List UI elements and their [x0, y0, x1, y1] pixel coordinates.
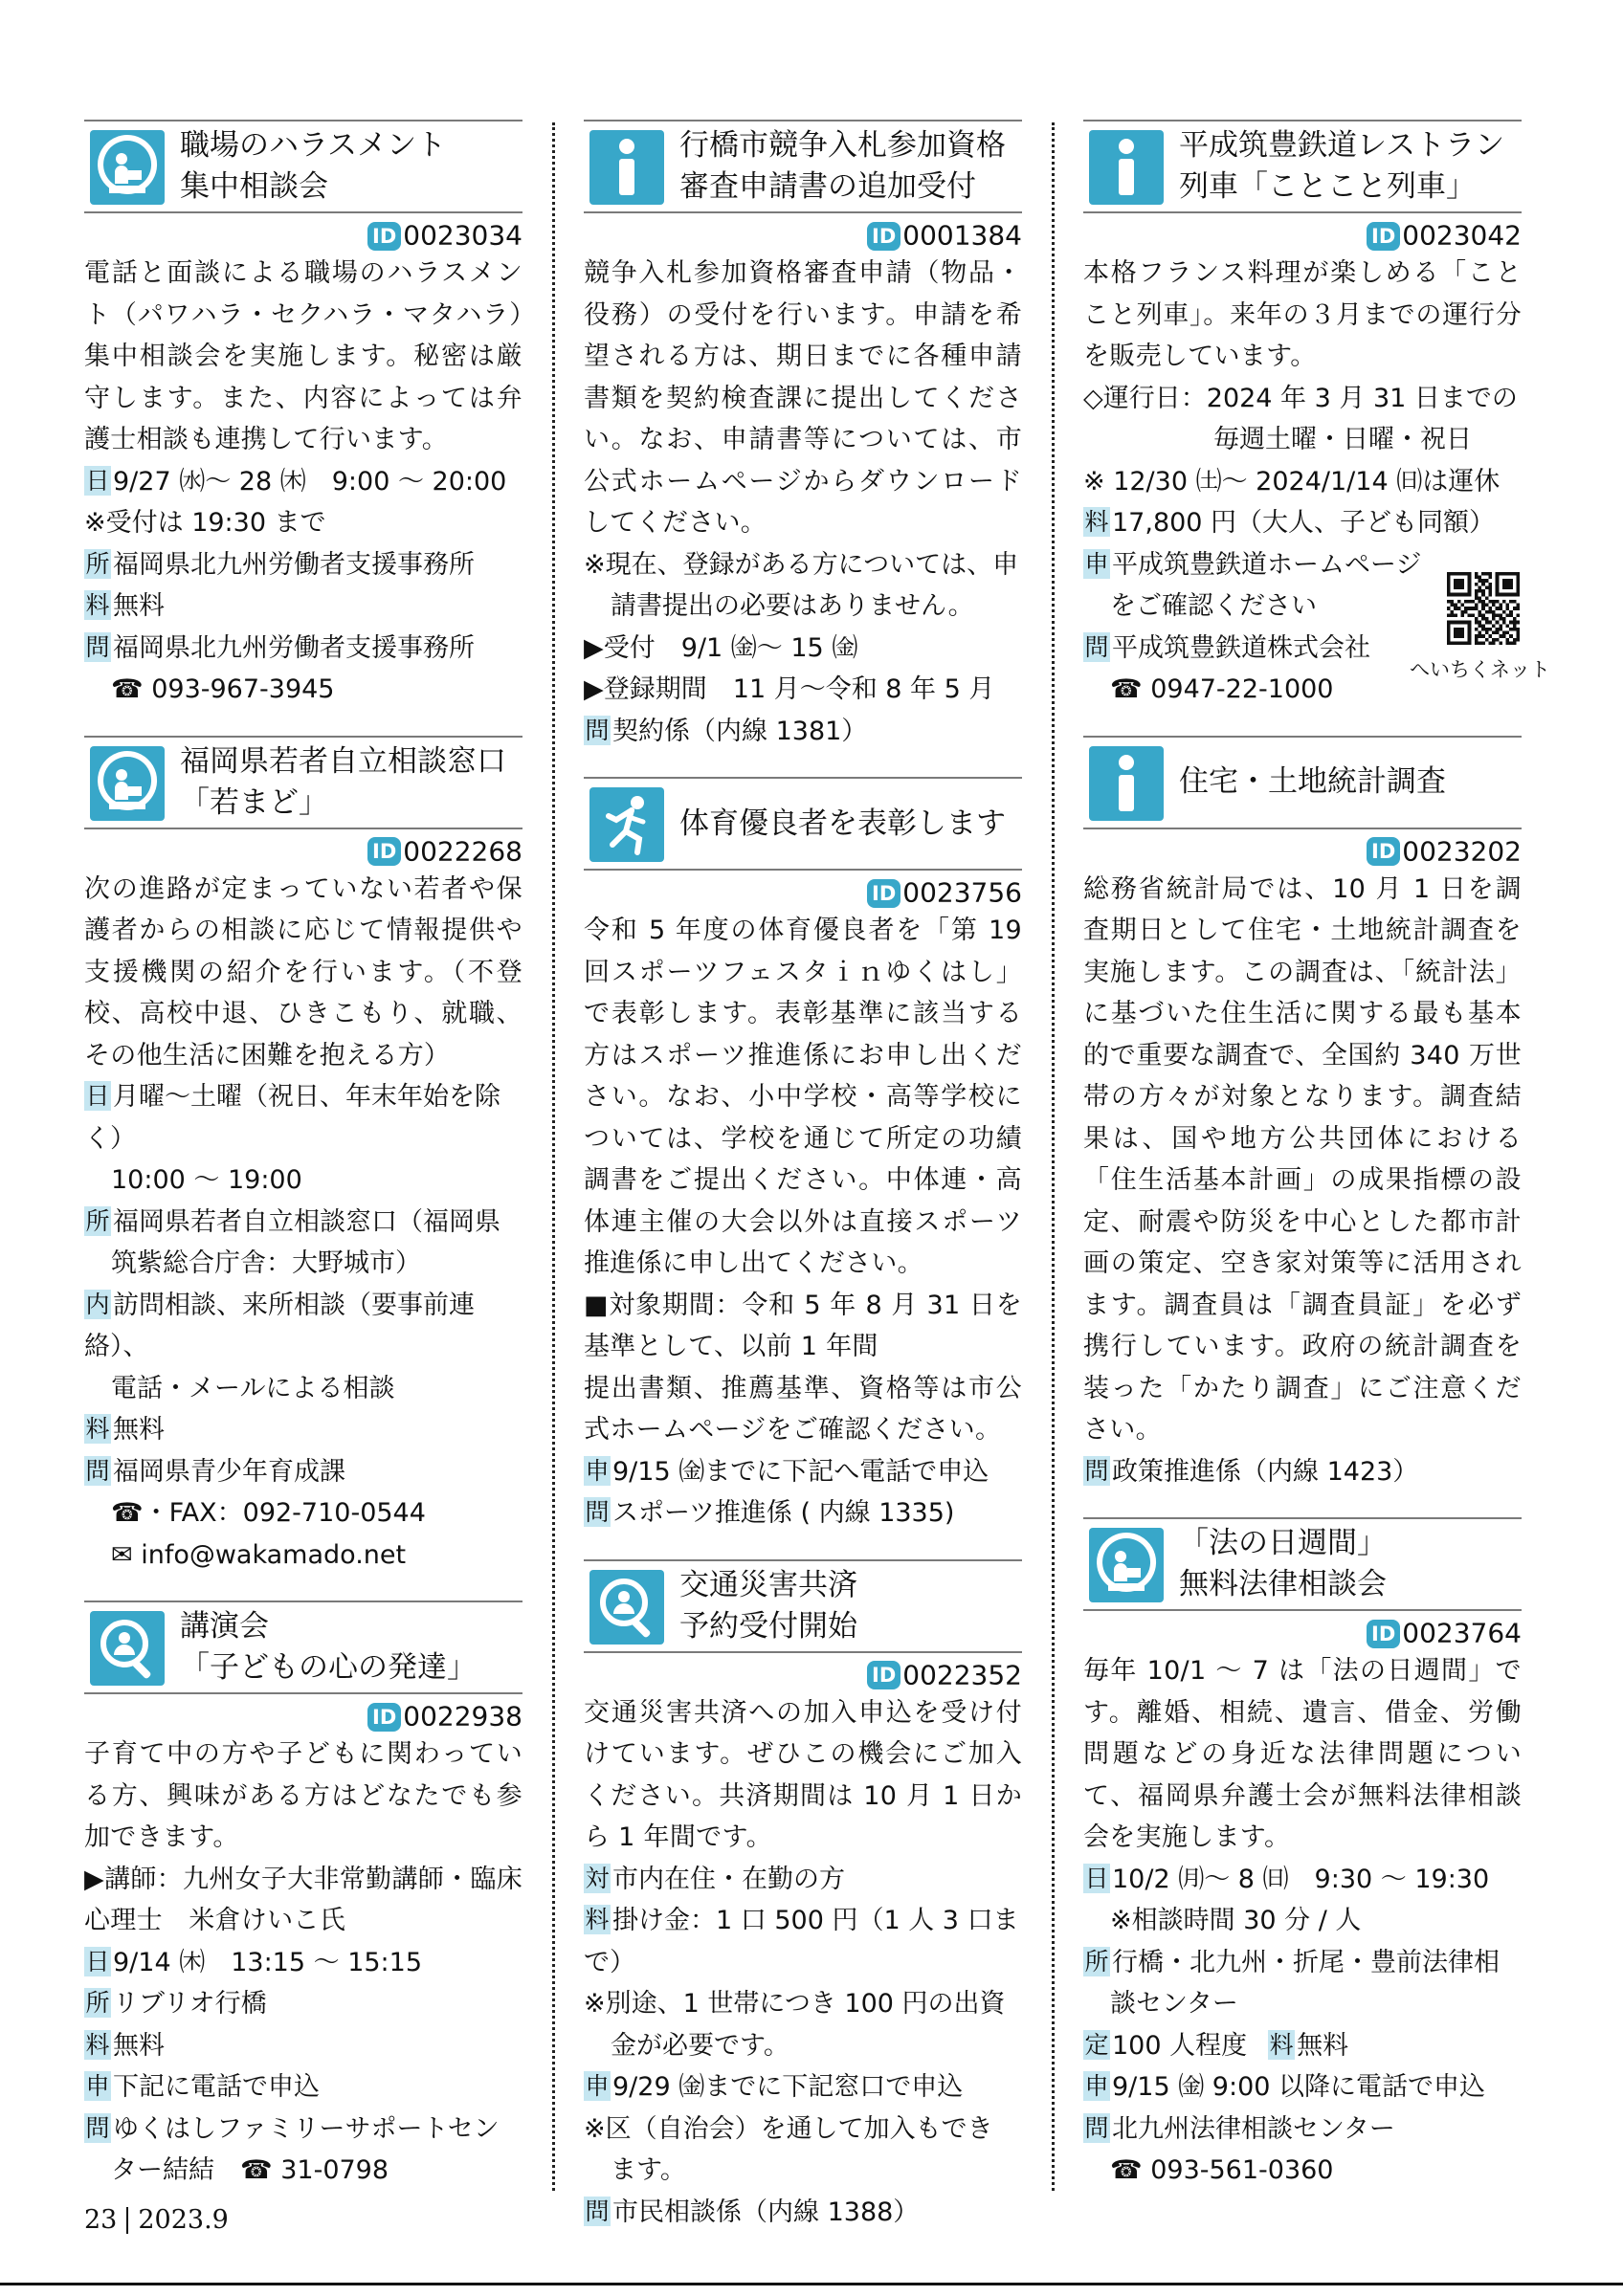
article-id: [584, 875, 1022, 910]
category-mark: 料: [85, 1415, 110, 1443]
category-mark: 所: [85, 549, 110, 578]
category-mark: 問: [1084, 1456, 1109, 1485]
info-icon: [1089, 130, 1164, 205]
article-body: [584, 253, 1022, 752]
article-body: [584, 1692, 1022, 2234]
detail-line: [584, 1859, 1022, 1901]
article-header: [1083, 736, 1522, 829]
detail-line: [1083, 419, 1522, 461]
detail-text: 100 人程度: [1112, 2030, 1248, 2061]
category-mark: 日: [85, 1947, 110, 1976]
detail-line: [84, 544, 522, 586]
detail-line: [1083, 1859, 1522, 1901]
category-mark: 問: [585, 2197, 610, 2225]
id-number: 0022938: [403, 1700, 522, 1733]
detail-text: 無料: [113, 2030, 165, 2061]
column-divider: [1052, 122, 1055, 2191]
article-paragraph: 交通災害共済への加入申込を受け付けています。ぜひこの機会にご加入ください。共済期間は 10 月 1 日から 1 年間です。: [584, 1697, 1022, 1852]
category-mark: 定: [1084, 2030, 1109, 2059]
article-paragraph: 次の進路が定まっていない若者や保護者からの相談に応じて情報提供や支援機関の紹介を行います。（不登校、高校中退、ひきこもり、就職、その他生活に困難を抱える方）: [84, 873, 522, 1071]
detail-line: [84, 1159, 522, 1202]
article-header: [84, 736, 522, 829]
category-mark: 問: [585, 1498, 610, 1526]
detail-text: 筑紫総合庁舎：大野城市）: [111, 1248, 421, 1278]
article-id: [84, 834, 522, 869]
article-paragraph: 競争入札参加資格審査申請（物品・役務）の受付を行います。申請を希望される方は、期日までに各種申請書類を契約検査課に提出してください。なお、申請書等については、市公式ホームページからダウンロードしてください。: [584, 258, 1022, 538]
id-badge: ID: [867, 1661, 900, 1689]
id-number: 0023042: [1402, 219, 1522, 252]
id-number: 0023202: [1402, 835, 1522, 867]
detail-text: 北九州法律相談センター: [1112, 2113, 1395, 2144]
detail-text: 電話・メールによる相談: [111, 1373, 395, 1403]
article-title: 体育優良者を表彰します: [679, 806, 1006, 841]
notice-article: [84, 120, 522, 711]
category-mark: 申: [1084, 549, 1109, 578]
detail-line: [1083, 2025, 1522, 2067]
detail-text: 9/29 ㈮までに下記窓口で申込: [612, 2072, 964, 2102]
detail-line: [84, 1451, 522, 1493]
detail-text: 17,800 円（大人、子ども同額）: [1112, 508, 1496, 538]
detail-text: ます。: [611, 2155, 686, 2185]
detail-line: [84, 1076, 522, 1159]
article-id: [84, 218, 522, 253]
detail-text: ☎ 093-561-0360: [1110, 2155, 1334, 2185]
id-badge: ID: [367, 222, 401, 251]
category-mark: 内: [85, 1290, 110, 1318]
detail-text: 無料: [113, 1415, 165, 1445]
article-title: 交通災害共済 予約受付開始: [679, 1567, 857, 1644]
detail-line: [84, 2108, 522, 2151]
category-mark: 申: [585, 2072, 610, 2100]
column-right: [1083, 120, 1550, 2217]
detail-line: [84, 2025, 522, 2067]
detail-text: 10:00 ～ 19:00: [111, 1165, 302, 1195]
category-mark: 問: [85, 2113, 110, 2142]
detail-text: 福岡県北九州労働者支援事務所: [113, 549, 475, 580]
category-mark: 問: [1084, 2113, 1109, 2142]
category-mark: 申: [585, 1456, 610, 1485]
detail-line: [1083, 1942, 1522, 1984]
detail-line: [84, 1285, 522, 1368]
id-badge: ID: [367, 1703, 401, 1732]
detail-line: [584, 669, 1022, 711]
detail-line: [1083, 2108, 1522, 2151]
article-paragraph: 本格フランス料理が楽しめる「ことこと列車」。来年の３月までの運行分を販売しています。: [1083, 258, 1522, 371]
category-mark: 料: [1269, 2030, 1294, 2059]
notice-article: [84, 1601, 522, 2192]
detail-text: スポーツ推進係 ( 内線 1335): [612, 1498, 955, 1528]
detail-text: 9/15 ㈮までに下記へ電話で申込: [612, 1456, 989, 1487]
detail-line: [1083, 2150, 1522, 2192]
counsel-icon: [1089, 1528, 1164, 1602]
counsel-icon: [90, 130, 165, 205]
detail-text: ☎ 093-967-3945: [111, 674, 335, 704]
article-id: [1083, 1616, 1522, 1650]
article-paragraph: 提出書類、推薦基準、資格等は市公式ホームページをご確認ください。: [584, 1373, 1022, 1445]
article-header: [84, 120, 522, 213]
detail-text: 無料: [113, 591, 165, 621]
detail-text: ※ 12/30 ㈯～ 2024/1/14 ㈰は運休: [1083, 466, 1501, 497]
article-paragraph: 総務省統計局では、10 月 1 日を調査期日として住宅・土地統計調査を実施します。この調査は、「統計法」に基づいた住生活に関する最も基本的で重要な調査で、全国約 340 万世帯の方々が対象となります。調査結果は、国や地方公共団体における「住生活基本計画」の成果指標の設定、耐震や防災を中心とした都市計画の策定、空き家対策等に活用されます。調査員は「調査員証」を必ず携行しています。政府の統計調査を装った「かたり調査」にご注意ください。: [1083, 873, 1522, 1445]
detail-text: 福岡県青少年育成課: [113, 1456, 345, 1487]
id-badge: ID: [867, 879, 900, 908]
id-badge: ID: [1367, 1620, 1400, 1648]
detail-line: [584, 585, 1022, 628]
category-mark: 申: [85, 2072, 110, 2100]
category-mark: 申: [1084, 2072, 1109, 2100]
detail-line: [84, 2150, 522, 2192]
category-mark: 問: [85, 1456, 110, 1485]
detail-line: [84, 502, 522, 544]
article-paragraph: 毎年 10/1 ～ 7 は「法の日週間」です。離婚、相続、遺言、借金、労働問題などの身近な法律問題について、福岡県弁護士会が無料法律相談会を実施します。: [1083, 1656, 1522, 1852]
category-mark: 対: [585, 1864, 610, 1892]
category-mark: 所: [85, 1206, 110, 1235]
article-id: [584, 1658, 1022, 1692]
page-number: 23: [84, 2205, 118, 2235]
search-icon: [90, 1611, 165, 1686]
article-body: [584, 910, 1022, 1534]
id-number: 0022268: [403, 835, 522, 867]
detail-line: [84, 1368, 522, 1410]
article-title: 平成筑豊鉄道レストラン 列車「ことこと列車」: [1179, 128, 1505, 204]
detail-line: [584, 2025, 1022, 2067]
detail-text: 下記に電話で申込: [113, 2072, 320, 2102]
article-title: 住宅・土地統計調査: [1179, 764, 1446, 799]
detail-line: [1083, 1900, 1522, 1942]
article-header: [584, 1559, 1022, 1653]
detail-line: [84, 1983, 522, 2025]
id-badge: ID: [1367, 837, 1400, 866]
article-paragraph: 電話と面談による職場のハラスメント（パワハラ・セクハラ・マタハラ）集中相談会を実施します。秘密は厳守します。また、内容によっては弁護士相談も連携して行います。: [84, 258, 522, 454]
detail-line: [584, 1492, 1022, 1534]
detail-text: ※区（自治会）を通して加入もでき: [584, 2113, 993, 2144]
detail-line: [1083, 2066, 1522, 2108]
id-number: 0023764: [1402, 1617, 1522, 1649]
article-header: [1083, 120, 1522, 213]
article-title: 福岡県若者自立相談窓口 「若まど」: [180, 743, 506, 820]
detail-text: 金が必要です。: [611, 2030, 789, 2061]
detail-text: ※別途、1 世帯につき 100 円の出資: [584, 1989, 1006, 2019]
detail-text: 毎週土曜・日曜・祝日: [1213, 425, 1472, 454]
column-middle: [584, 120, 1022, 2258]
detail-text: 行橋・北九州・折尾・豊前法律相: [1112, 1947, 1500, 1977]
search-icon: [589, 1570, 664, 1645]
detail-text: ター結結 ☎ 31-0798: [111, 2155, 389, 2185]
detail-text: 掛け金：1 口 500 円（1 人 3 口まで）: [584, 1906, 1019, 1977]
qr-block: [1359, 572, 1550, 683]
detail-line: [1083, 1451, 1522, 1493]
notice-article: [1083, 736, 1522, 1493]
detail-line: [1083, 502, 1522, 544]
detail-text: ☎ 0947-22-1000: [1110, 674, 1334, 704]
detail-text: 訪問相談、来所相談（要事前連絡）、: [84, 1290, 475, 1361]
notice-article: [584, 1559, 1022, 2234]
detail-line: [584, 2150, 1022, 2192]
detail-line: [84, 1534, 522, 1577]
detail-line: [84, 669, 522, 711]
detail-text: 市内在住・在勤の方: [612, 1864, 845, 1894]
detail-text: 福岡県北九州労働者支援事務所: [113, 632, 475, 663]
footer-divider: [126, 2207, 128, 2234]
detail-text: ▶受付 9/1 ㈮～ 15 ㈮: [584, 632, 858, 663]
detail-line: [584, 1900, 1022, 1983]
page-footer: [84, 2205, 229, 2235]
detail-text: 市民相談係（内線 1388）: [612, 2197, 920, 2227]
category-mark: 料: [585, 1906, 610, 1933]
article-paragraph: 令和 5 年度の体育優良者を「第 19 回スポーツフェスタｉｎゆくはし」で表彰します。表彰基準に該当する方はスポーツ推進係にお申し出ください。なお、小中学校・高等学校については、学校を通じて所定の功績調書をご提出ください。中体連・高体連主催の大会以外は直接スポーツ推進係に申し出てください。: [584, 916, 1022, 1278]
article-body: [84, 253, 522, 711]
article-header: [84, 1601, 522, 1694]
detail-line: [84, 628, 522, 670]
detail-text: 無料: [1297, 2030, 1349, 2061]
category-mark: 料: [1084, 508, 1109, 536]
detail-text: ※相談時間 30 分 / 人: [1110, 1906, 1362, 1935]
category-mark: 日: [85, 466, 110, 495]
detail-line: [584, 2108, 1022, 2151]
article-id: [1083, 834, 1522, 869]
detail-line: [584, 711, 1022, 753]
info-icon: [1089, 746, 1164, 821]
article-title: 講演会 「子どもの心の発達」: [180, 1609, 477, 1685]
detail-text: ゆくはしファミリーサポートセン: [113, 2113, 500, 2144]
info-icon: [589, 130, 664, 205]
id-badge: ID: [1367, 222, 1400, 251]
issue-date: 2023.9: [138, 2205, 229, 2235]
notice-article: [584, 120, 1022, 752]
notice-article: [584, 777, 1022, 1534]
detail-line: [84, 2066, 522, 2108]
category-mark: 問: [585, 716, 610, 744]
article-body: [1083, 1650, 1522, 2192]
category-mark: 所: [85, 1989, 110, 2017]
category-mark: 所: [1084, 1947, 1109, 1976]
detail-text: 福岡県若者自立相談窓口（福岡県: [113, 1206, 500, 1237]
detail-line: [84, 461, 522, 503]
id-badge: ID: [867, 222, 900, 251]
detail-line: [584, 1983, 1022, 2025]
detail-line: [1083, 461, 1522, 503]
detail-line: [84, 1942, 522, 1984]
detail-text: リブリオ行橋: [113, 1989, 267, 2019]
category-mark: 問: [1084, 632, 1109, 661]
category-mark: 料: [85, 591, 110, 619]
article-id: [84, 1699, 522, 1733]
article-title: 職場のハラスメント 集中相談会: [180, 128, 447, 204]
detail-text: 9/27 ㈬～ 28 ㈭ 9:00 ～ 20:00: [113, 466, 507, 497]
notice-article: [1083, 120, 1550, 711]
qr-caption: へいちくネット: [1410, 658, 1550, 681]
detail-line: [584, 1451, 1022, 1493]
category-mark: 日: [85, 1082, 110, 1110]
bottom-rule: [0, 2283, 1623, 2285]
article-title: 「法の日週間」 無料法律相談会: [1179, 1526, 1387, 1601]
id-number: 0001384: [902, 219, 1022, 252]
detail-text: 平成筑豊鉄道株式会社: [1112, 632, 1370, 663]
id-badge: ID: [367, 837, 401, 866]
column-divider: [552, 122, 555, 2191]
article-body: [84, 869, 522, 1577]
detail-text: 月曜～土曜（祝日、年末年始を除く）: [84, 1082, 500, 1154]
article-title: 行橋市競争入札参加資格 審査申請書の追加受付: [679, 128, 1006, 204]
qr-code[interactable]: [1447, 572, 1520, 645]
category-mark: 問: [85, 632, 110, 661]
article-body: [1083, 253, 1550, 711]
detail-text: 談センター: [1110, 1989, 1238, 2019]
article-body: [84, 1733, 522, 2192]
article-header: [584, 120, 1022, 213]
id-number: 0023034: [403, 219, 522, 252]
detail-text: ※受付は 19:30 まで: [84, 508, 326, 538]
detail-line: [584, 628, 1022, 670]
detail-text: ▶登録期間 11 月～令和 8 年 5 月: [584, 674, 995, 704]
notice-article: [1083, 1517, 1522, 2192]
article-body: [1083, 869, 1522, 1493]
column-left: [84, 120, 522, 2217]
detail-text: ☎・FAX：092-710-0544: [111, 1498, 426, 1528]
article-id: [584, 218, 1022, 253]
id-number: 0023756: [902, 876, 1022, 909]
detail-line: [1083, 1983, 1522, 2025]
detail-text: ◇運行日：2024 年 3 月 31 日までの: [1083, 383, 1518, 413]
counsel-icon: [90, 746, 165, 821]
detail-line: [84, 1492, 522, 1534]
detail-text: 9/14 ㈭ 13:15 ～ 15:15: [113, 1947, 422, 1977]
detail-line: [584, 2192, 1022, 2234]
detail-line: [84, 1409, 522, 1451]
article-id: [1083, 218, 1522, 253]
detail-text: をご確認ください: [1110, 591, 1317, 621]
detail-line: [84, 1202, 522, 1244]
detail-text: 契約係（内線 1381）: [612, 716, 868, 746]
detail-line: [1083, 378, 1522, 420]
category-mark: 料: [85, 2030, 110, 2059]
article-header: [584, 777, 1022, 871]
detail-line: [84, 585, 522, 628]
sports-icon: [589, 787, 664, 862]
detail-line: [84, 1243, 522, 1285]
detail-text: ※現在、登録がある方については、申: [584, 549, 1019, 580]
detail-text: 平成筑豊鉄道ホームページ: [1112, 549, 1422, 580]
notice-article: [84, 736, 522, 1577]
article-paragraph: ▶講師：九州女子大非常勤講師・臨床心理士 米倉けいこ氏: [84, 1864, 522, 1935]
detail-text: ✉ info@wakamado.net: [111, 1539, 407, 1570]
detail-line: [584, 544, 1022, 586]
detail-text: 9/15 ㈮ 9:00 以降に電話で申込: [1112, 2072, 1486, 2102]
detail-text: 請書提出の必要はありません。: [611, 591, 974, 621]
detail-line: [584, 2066, 1022, 2108]
detail-text: 政策推進係（内線 1423）: [1112, 1456, 1419, 1487]
detail-text: 10/2 ㈪～ 8 ㈰ 9:30 ～ 19:30: [1112, 1864, 1490, 1894]
article-paragraph: 子育て中の方や子どもに関わっている方、興味がある方はどなたでも参加できます。: [84, 1739, 522, 1852]
category-mark: 日: [1084, 1864, 1109, 1892]
article-paragraph: ■対象期間：令和 5 年 8 月 31 日を基準として、以前 1 年間: [584, 1290, 1022, 1361]
article-header: [1083, 1517, 1522, 1611]
id-number: 0022352: [902, 1659, 1022, 1690]
